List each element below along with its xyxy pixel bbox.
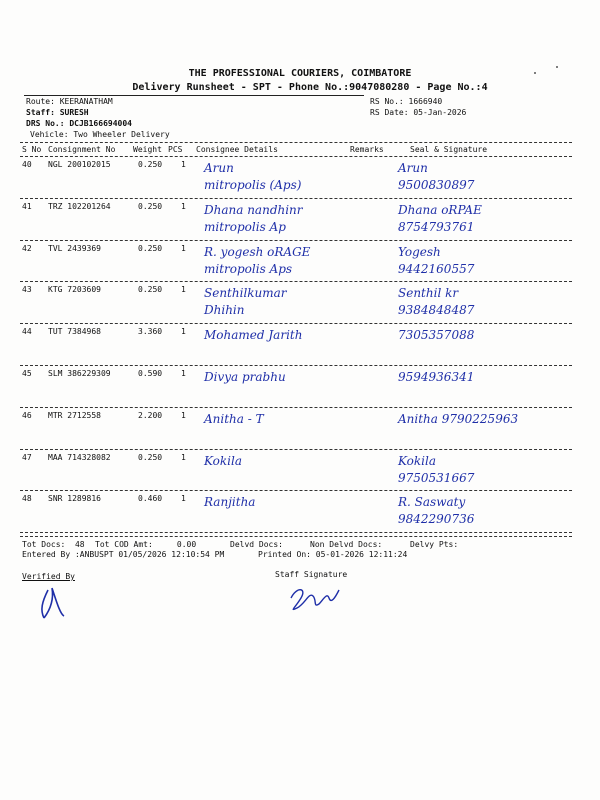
- row-weight: 0.460: [138, 494, 163, 504]
- row-pcs: 1: [181, 452, 186, 462]
- row-consignment-number: NGL 200102015: [48, 160, 111, 169]
- delivery-points: Delvy Pts:: [410, 540, 459, 549]
- delivered-docs: Delvd Docs:: [230, 540, 283, 549]
- row-weight: 2.200: [138, 410, 163, 420]
- total-cod: Tot COD Amt: 0.00: [95, 540, 197, 549]
- table-bottom-rule: [20, 536, 572, 537]
- row-divider: [20, 281, 572, 282]
- row-divider: [20, 323, 572, 324]
- verified-by-label: Verified By: [22, 572, 75, 581]
- row-signature-handwritten: R. Saswaty 9842290736: [398, 495, 475, 527]
- row-consignee-handwritten: Dhana nandhinr mitropolis Ap: [204, 202, 303, 234]
- row-consignee-handwritten: Ranjitha: [204, 495, 256, 510]
- row-serial-number: 44: [22, 327, 32, 337]
- row-serial-number: 40: [22, 160, 32, 169]
- row-divider: [20, 240, 572, 241]
- col-weight: Weight: [133, 145, 162, 154]
- col-remarks: Remarks: [350, 145, 384, 154]
- row-weight: 3.360: [138, 327, 163, 337]
- row-consignment-number: MTR 2712558: [48, 410, 101, 420]
- speck: [556, 66, 558, 68]
- row-consignee-handwritten: Kokila: [204, 453, 242, 468]
- row-consignee-handwritten: Divya prabhu: [204, 370, 286, 384]
- row-serial-number: 46: [22, 410, 32, 420]
- col-consignee: Consignee Details: [196, 145, 278, 154]
- row-weight: 0.250: [138, 160, 163, 169]
- entered-by: Entered By :ANBUSPT 01/05/2026 12:10:54 PM: [22, 550, 225, 559]
- row-consignee-handwritten: Arun mitropolis (Aps): [204, 161, 302, 192]
- row-weight: 0.250: [138, 285, 163, 295]
- row-divider: [20, 198, 572, 199]
- rs-number: RS No.: 1666940: [370, 97, 443, 106]
- row-signature-handwritten: Dhana oRPAE 8754793761: [398, 202, 482, 234]
- row-weight: 0.590: [138, 369, 163, 378]
- row-signature-handwritten: Arun 9500830897: [398, 161, 475, 192]
- table-top-rule: [20, 142, 572, 143]
- staff-signature-label: Staff Signature: [275, 570, 348, 579]
- row-serial-number: 48: [22, 494, 32, 504]
- row-consignment-number: SLM 386229309: [48, 369, 111, 378]
- row-consignee-handwritten: Anitha - T: [204, 411, 264, 426]
- route-label: Route: KEERANATHAM: [26, 97, 113, 106]
- row-signature-handwritten: 7305357088: [398, 328, 475, 343]
- row-consignee-handwritten: R. yogesh oRAGE mitropolis Aps: [204, 244, 311, 276]
- vehicle-label: Vehicle: Two Wheeler Delivery: [30, 130, 170, 139]
- row-pcs: 1: [181, 369, 186, 378]
- row-signature-handwritten: Kokila 9750531667: [398, 453, 475, 485]
- non-delivered-docs: Non Delvd Docs:: [310, 540, 383, 549]
- company-title: THE PROFESSIONAL COURIERS, COIMBATORE: [188, 68, 412, 79]
- row-serial-number: 42: [22, 243, 32, 253]
- table-header-rule: [20, 156, 572, 157]
- row-consignee-handwritten: Senthilkumar Dhihin: [204, 286, 287, 318]
- row-consignment-number: MAA 714328082: [48, 452, 111, 462]
- row-divider: [20, 365, 572, 366]
- total-docs: Tot Docs: 48: [22, 540, 85, 549]
- row-divider: [20, 407, 572, 408]
- drs-number: DRS No.: DCJB166694004: [26, 119, 132, 128]
- row-pcs: 1: [181, 201, 186, 211]
- row-weight: 0.250: [138, 452, 163, 462]
- staff-signature-mark: [283, 578, 353, 618]
- col-signature: Seal & Signature: [410, 145, 488, 154]
- row-consignment-number: TRZ 102201264: [48, 201, 111, 211]
- row-serial-number: 43: [22, 285, 32, 295]
- printed-on: Printed On: 05-01-2026 12:11:24: [258, 550, 408, 559]
- row-serial-number: 45: [22, 369, 32, 378]
- header-divider: [24, 95, 364, 96]
- runsheet-subtitle: Delivery Runsheet - SPT - Phone No.:9047080280 - Page No.:4: [132, 82, 488, 93]
- row-pcs: 1: [181, 327, 186, 337]
- row-consignee-handwritten: Mohamed Jarith: [204, 328, 303, 343]
- row-divider: [20, 449, 572, 450]
- row-serial-number: 47: [22, 452, 32, 462]
- row-consignment-number: TUT 7384968: [48, 327, 101, 337]
- row-signature-handwritten: Senthil kr 9384848487: [398, 286, 475, 318]
- row-consignment-number: KTG 7203609: [48, 285, 101, 295]
- row-weight: 0.250: [138, 201, 163, 211]
- staff-label: Staff: SURESH: [26, 108, 89, 117]
- row-consignment-number: SNR 1289816: [48, 494, 101, 504]
- col-sno: S No: [22, 145, 42, 154]
- row-pcs: 1: [181, 494, 186, 504]
- row-serial-number: 41: [22, 201, 32, 211]
- row-pcs: 1: [181, 410, 186, 420]
- row-pcs: 1: [181, 285, 186, 295]
- row-divider: [20, 532, 572, 533]
- rs-date: RS Date: 05-Jan-2026: [370, 108, 467, 117]
- speck: [534, 72, 536, 74]
- row-pcs: 1: [181, 160, 186, 169]
- verifier-signature-mark: [30, 580, 90, 625]
- row-signature-handwritten: Anitha 9790225963: [398, 411, 519, 426]
- row-signature-handwritten: 9594936341: [398, 370, 475, 384]
- row-divider: [20, 490, 572, 491]
- row-signature-handwritten: Yogesh 9442160557: [398, 244, 475, 276]
- col-consignment: Consignment No: [48, 145, 116, 154]
- row-consignment-number: TVL 2439369: [48, 243, 101, 253]
- row-weight: 0.250: [138, 243, 163, 253]
- row-pcs: 1: [181, 243, 186, 253]
- col-pcs: PCS: [168, 145, 183, 154]
